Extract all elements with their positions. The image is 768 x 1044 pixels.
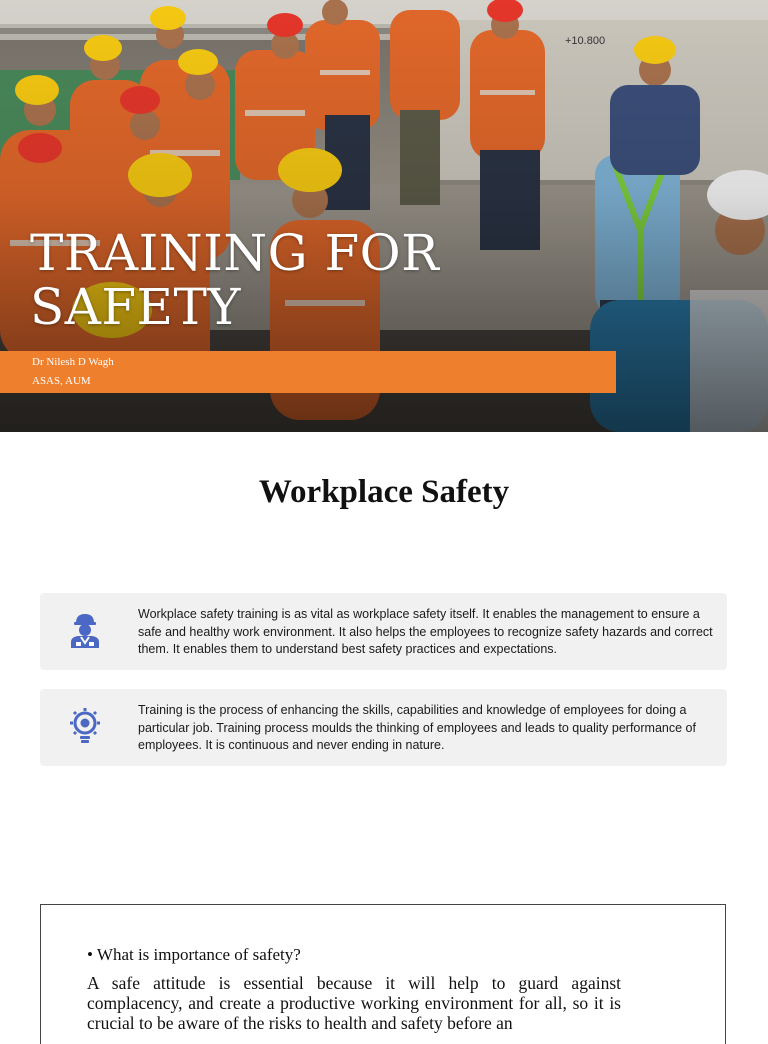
title-slide <box>0 0 768 432</box>
title-line-1: TRAINING FOR <box>30 224 440 282</box>
gear-lightbulb-icon <box>66 707 104 745</box>
info-card-1 <box>40 593 727 670</box>
title-line-2: SAFETY <box>30 278 241 336</box>
importance-slide <box>40 904 726 1044</box>
construction-worker-icon <box>66 611 104 649</box>
info-card-2-text: Training is the process of enhancing the skills, capabilities and knowledge of employees for doing a particular job. Training process moulds the thinking of employees and leads to quality performance of employees. It is continuous and never ending in nature. <box>138 703 696 752</box>
wall-marking: +10.800 <box>565 35 606 47</box>
info-card-1-text: Workplace safety training is as vital as workplace safety itself. It enables the management to ensure a safe and healthy work environment. It also helps the employees to recognize safety hazards and correct them. It enables them to understand best safety practices and expectations. <box>138 607 713 656</box>
info-card-2 <box>40 689 727 766</box>
presentation-title <box>30 226 439 334</box>
author-name: Dr Nilesh D Wagh <box>32 356 114 368</box>
question-bullet: • What is importance of safety? <box>87 945 301 964</box>
importance-paragraph: A safe attitude is essential because it will help to guard against complacency, and create a productive working environment for all, so it is crucial to be aware of the risks to health and safety before an <box>87 973 621 1033</box>
author-affiliation: ASAS, AUM <box>32 375 91 387</box>
slide-title-workplace-safety: Workplace Safety <box>258 474 510 510</box>
